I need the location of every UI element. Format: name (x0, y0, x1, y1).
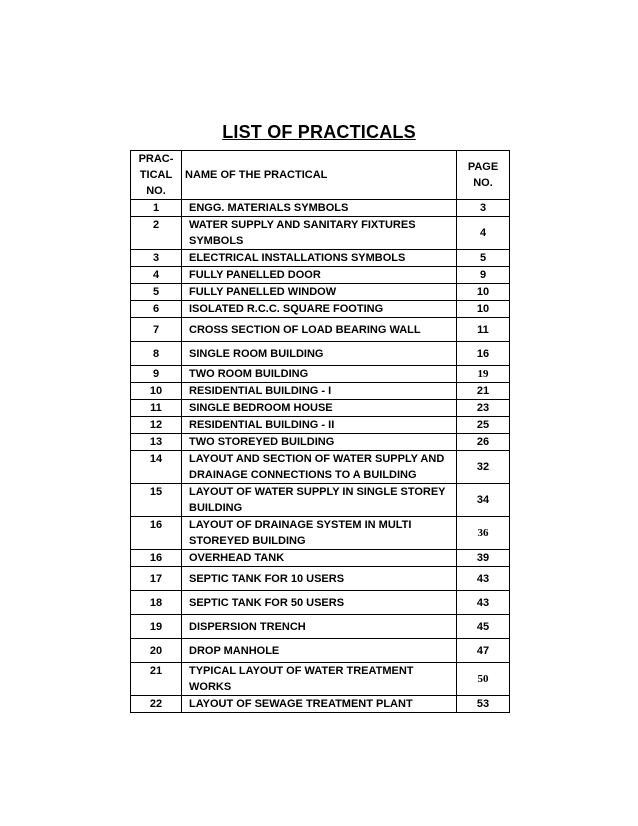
table-row (131, 663, 510, 696)
table-row (131, 417, 510, 434)
practical-name: LAYOUT OF DRAINAGE SYSTEM IN MULTI STOREYED BUILDING (182, 517, 457, 550)
page-no: 3 (457, 200, 510, 217)
table-row (131, 550, 510, 567)
practical-name: TYPICAL LAYOUT OF WATER TREATMENT WORKS (182, 663, 457, 696)
practical-no: 21 (131, 663, 182, 696)
practical-name: DISPERSION TRENCH (182, 615, 457, 639)
practical-name: DROP MANHOLE (182, 639, 457, 663)
table-row (131, 615, 510, 639)
practical-no: 16 (131, 517, 182, 550)
page-no: 19 (457, 366, 510, 383)
page-no: 36 (457, 517, 510, 550)
table-row (131, 250, 510, 267)
practical-name: SINGLE ROOM BUILDING (182, 342, 457, 366)
table-row (131, 284, 510, 301)
table-row (131, 301, 510, 318)
practical-name: TWO STOREYED BUILDING (182, 434, 457, 451)
practical-no: 18 (131, 591, 182, 615)
page-no: 9 (457, 267, 510, 284)
table-row (131, 383, 510, 400)
practical-name: RESIDENTIAL BUILDING - II (182, 417, 457, 434)
table-row (131, 639, 510, 663)
practical-name: ELECTRICAL INSTALLATIONS SYMBOLS (182, 250, 457, 267)
table-header-row (131, 151, 510, 200)
practical-no: 2 (131, 217, 182, 250)
practical-no: 22 (131, 696, 182, 713)
table-row (131, 696, 510, 713)
practical-no: 7 (131, 318, 182, 342)
practical-name: FULLY PANELLED DOOR (182, 267, 457, 284)
practical-name: LAYOUT OF SEWAGE TREATMENT PLANT (182, 696, 457, 713)
header-page-no (457, 151, 510, 200)
table-row (131, 318, 510, 342)
header-no-line1: PRAC- (138, 153, 174, 165)
page-no: 50 (457, 663, 510, 696)
practical-name: SEPTIC TANK FOR 50 USERS (182, 591, 457, 615)
practical-name: LAYOUT AND SECTION OF WATER SUPPLY AND DRAINAGE CONNECTIONS TO A BUILDING (182, 451, 457, 484)
practical-no: 5 (131, 284, 182, 301)
table-row (131, 434, 510, 451)
page-no: 23 (457, 400, 510, 417)
practical-no: 17 (131, 567, 182, 591)
practical-name: RESIDENTIAL BUILDING - I (182, 383, 457, 400)
practical-no: 19 (131, 615, 182, 639)
practical-no: 16 (131, 550, 182, 567)
practical-no: 15 (131, 484, 182, 517)
table-row (131, 342, 510, 366)
practical-name: SINGLE BEDROOM HOUSE (182, 400, 457, 417)
practical-name: ENGG. MATERIALS SYMBOLS (182, 200, 457, 217)
header-practical-no (131, 151, 182, 200)
table-row (131, 517, 510, 550)
practical-no: 3 (131, 250, 182, 267)
header-no-line2: TICAL (139, 169, 173, 181)
practical-name: ISOLATED R.C.C. SQUARE FOOTING (182, 301, 457, 318)
practical-no: 10 (131, 383, 182, 400)
practical-no: 13 (131, 434, 182, 451)
header-practical-name: NAME OF THE PRACTICAL (182, 151, 457, 200)
table-row (131, 484, 510, 517)
page-no: 11 (457, 318, 510, 342)
practical-no: 12 (131, 417, 182, 434)
page-no: 43 (457, 591, 510, 615)
practical-no: 4 (131, 267, 182, 284)
practical-name: TWO ROOM BUILDING (182, 366, 457, 383)
page-no: 26 (457, 434, 510, 451)
practical-name: CROSS SECTION OF LOAD BEARING WALL (182, 318, 457, 342)
table-row (131, 451, 510, 484)
page-no: 25 (457, 417, 510, 434)
page-no: 53 (457, 696, 510, 713)
table-row (131, 567, 510, 591)
practical-no: 8 (131, 342, 182, 366)
practical-no: 6 (131, 301, 182, 318)
page-no: 43 (457, 567, 510, 591)
page-no: 45 (457, 615, 510, 639)
practical-name: SEPTIC TANK FOR 10 USERS (182, 567, 457, 591)
page-no: 5 (457, 250, 510, 267)
practical-name: WATER SUPPLY AND SANITARY FIXTURES SYMBOLS (182, 217, 457, 250)
page-no: 10 (457, 284, 510, 301)
table-row (131, 366, 510, 383)
table-row (131, 267, 510, 284)
practical-name: FULLY PANELLED WINDOW (182, 284, 457, 301)
header-page-line2: NO. (473, 177, 493, 189)
header-page-line1: PAGE (467, 161, 499, 173)
page-no: 39 (457, 550, 510, 567)
practical-no: 9 (131, 366, 182, 383)
page-no: 47 (457, 639, 510, 663)
practical-no: 14 (131, 451, 182, 484)
practical-name: OVERHEAD TANK (182, 550, 457, 567)
practical-no: 20 (131, 639, 182, 663)
page-no: 21 (457, 383, 510, 400)
page-no: 16 (457, 342, 510, 366)
practical-no: 11 (131, 400, 182, 417)
header-no-line3: NO. (146, 185, 166, 197)
practicals-table (130, 150, 510, 713)
table-row (131, 400, 510, 417)
page-no: 34 (457, 484, 510, 517)
practical-no: 1 (131, 200, 182, 217)
table-row (131, 200, 510, 217)
page-no: 4 (457, 217, 510, 250)
practical-name: LAYOUT OF WATER SUPPLY IN SINGLE STOREY BUILDING (182, 484, 457, 517)
table-row (131, 217, 510, 250)
page-title: LIST OF PRACTICALS (222, 122, 416, 142)
page-no: 10 (457, 301, 510, 318)
table-row (131, 591, 510, 615)
page-no: 32 (457, 451, 510, 484)
